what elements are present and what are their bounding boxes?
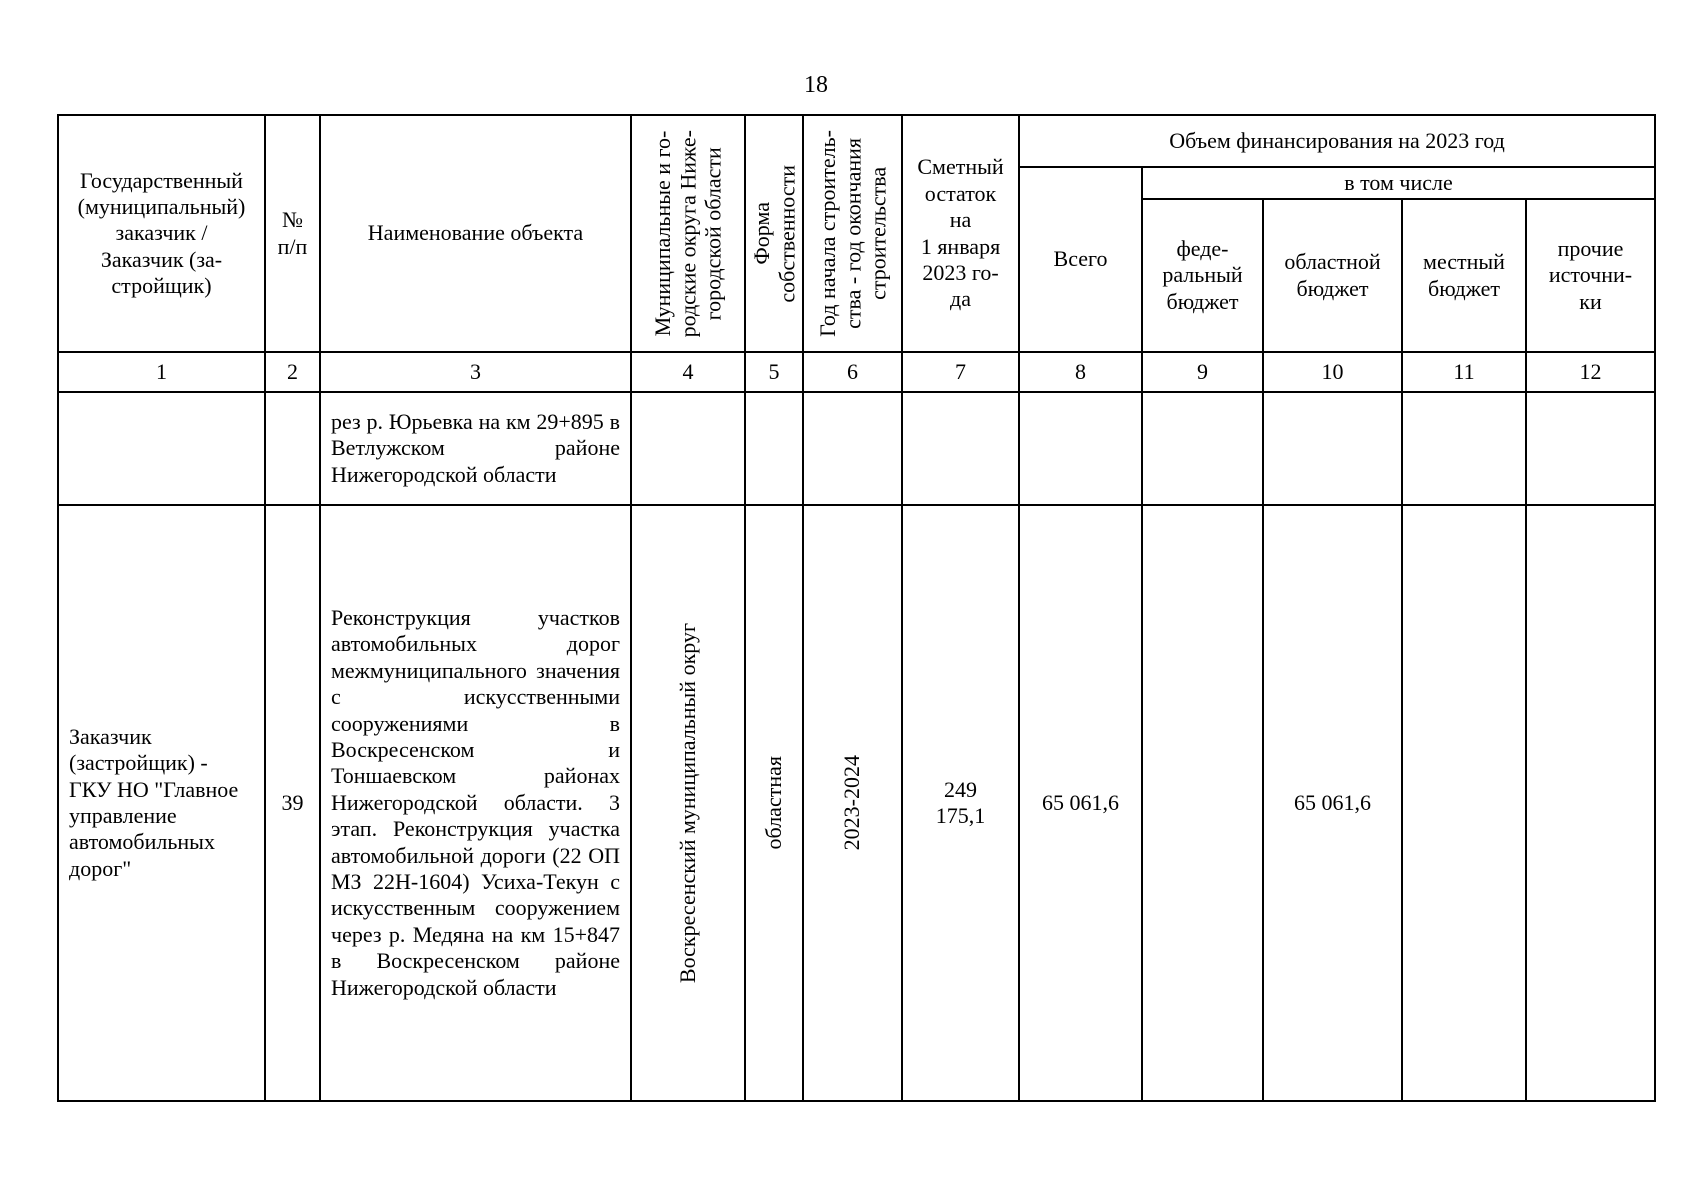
header-number: № п/п xyxy=(265,115,320,352)
col-num: 1 xyxy=(58,352,265,392)
col-num: 10 xyxy=(1263,352,1402,392)
header-other: прочие источни- ки xyxy=(1526,199,1655,352)
cell xyxy=(265,392,320,505)
header-customer-text: Государственный (муниципальный) заказчик / Заказчик (за- стройщик) xyxy=(77,167,246,299)
header-federal: феде- ральный бюджет xyxy=(1142,199,1263,352)
cell xyxy=(1263,392,1402,505)
financing-table xyxy=(57,114,1656,1102)
cell xyxy=(58,392,265,505)
header-including: в том числе xyxy=(1142,167,1655,199)
row-object-name: Реконструкция участков автомобильных дорог межмуниципального значения с искусственными сооружениями в Воскресенском и Тоншаевском районах Нижегородской области. 3 этап. Реконструкция участка автомобильной дороги (22 ОП МЗ 22Н-1604) Усиха-Текун с искусственным сооружением через р. Медяна на км 15+847 в Воскресенском районе Нижегородской области xyxy=(320,505,631,1101)
continued-object-name: рез р. Юрьевка на км 29+895 в Ветлужском районе Нижегородской области xyxy=(320,392,631,505)
row-local xyxy=(1402,505,1526,1101)
cell xyxy=(1526,392,1655,505)
col-num: 8 xyxy=(1019,352,1142,392)
continued-row xyxy=(58,392,1655,505)
col-num: 6 xyxy=(803,352,902,392)
cell xyxy=(803,392,902,505)
row-customer: Заказчик (застройщик) - ГКУ НО "Главное управление автомобильных дорог" xyxy=(58,505,265,1101)
col-num: 9 xyxy=(1142,352,1263,392)
cell xyxy=(1019,392,1142,505)
row-ownership: областная xyxy=(745,505,803,1101)
row-federal xyxy=(1142,505,1263,1101)
row-years: 2023-2024 xyxy=(803,505,902,1101)
cell xyxy=(745,392,803,505)
header-ownership: Форма собственности xyxy=(745,115,803,352)
row-regional: 65 061,6 xyxy=(1263,505,1402,1101)
row-municipality: Воскресенский муниципальный округ xyxy=(631,505,745,1101)
col-num: 11 xyxy=(1402,352,1526,392)
column-numbers-row xyxy=(58,352,1655,392)
cell xyxy=(902,392,1019,505)
col-num: 7 xyxy=(902,352,1019,392)
col-num: 5 xyxy=(745,352,803,392)
col-num: 12 xyxy=(1526,352,1655,392)
header-object-name: Наименование объекта xyxy=(320,115,631,352)
header-financing: Объем финансирования на 2023 год xyxy=(1019,115,1655,167)
col-num: 2 xyxy=(265,352,320,392)
header-years: Год начала строитель- ства - год окончания строительства xyxy=(803,115,902,352)
table-row xyxy=(58,505,1655,1101)
row-remainder: 249 175,1 xyxy=(902,505,1019,1101)
header-regional: областной бюджет xyxy=(1263,199,1402,352)
header-customer xyxy=(58,115,265,352)
header-municipality: Муниципальные и го- родские округа Ниже- городской области xyxy=(631,115,745,352)
cell xyxy=(1402,392,1526,505)
row-total: 65 061,6 xyxy=(1019,505,1142,1101)
cell xyxy=(631,392,745,505)
header-remainder: Сметный остаток на 1 января 2023 го- да xyxy=(902,115,1019,352)
col-num: 3 xyxy=(320,352,631,392)
header-local: местный бюджет xyxy=(1402,199,1526,352)
col-num: 4 xyxy=(631,352,745,392)
cell xyxy=(1142,392,1263,505)
row-other xyxy=(1526,505,1655,1101)
header-total: Всего xyxy=(1019,167,1142,352)
page-number: 18 xyxy=(804,72,828,98)
row-number: 39 xyxy=(265,505,320,1101)
